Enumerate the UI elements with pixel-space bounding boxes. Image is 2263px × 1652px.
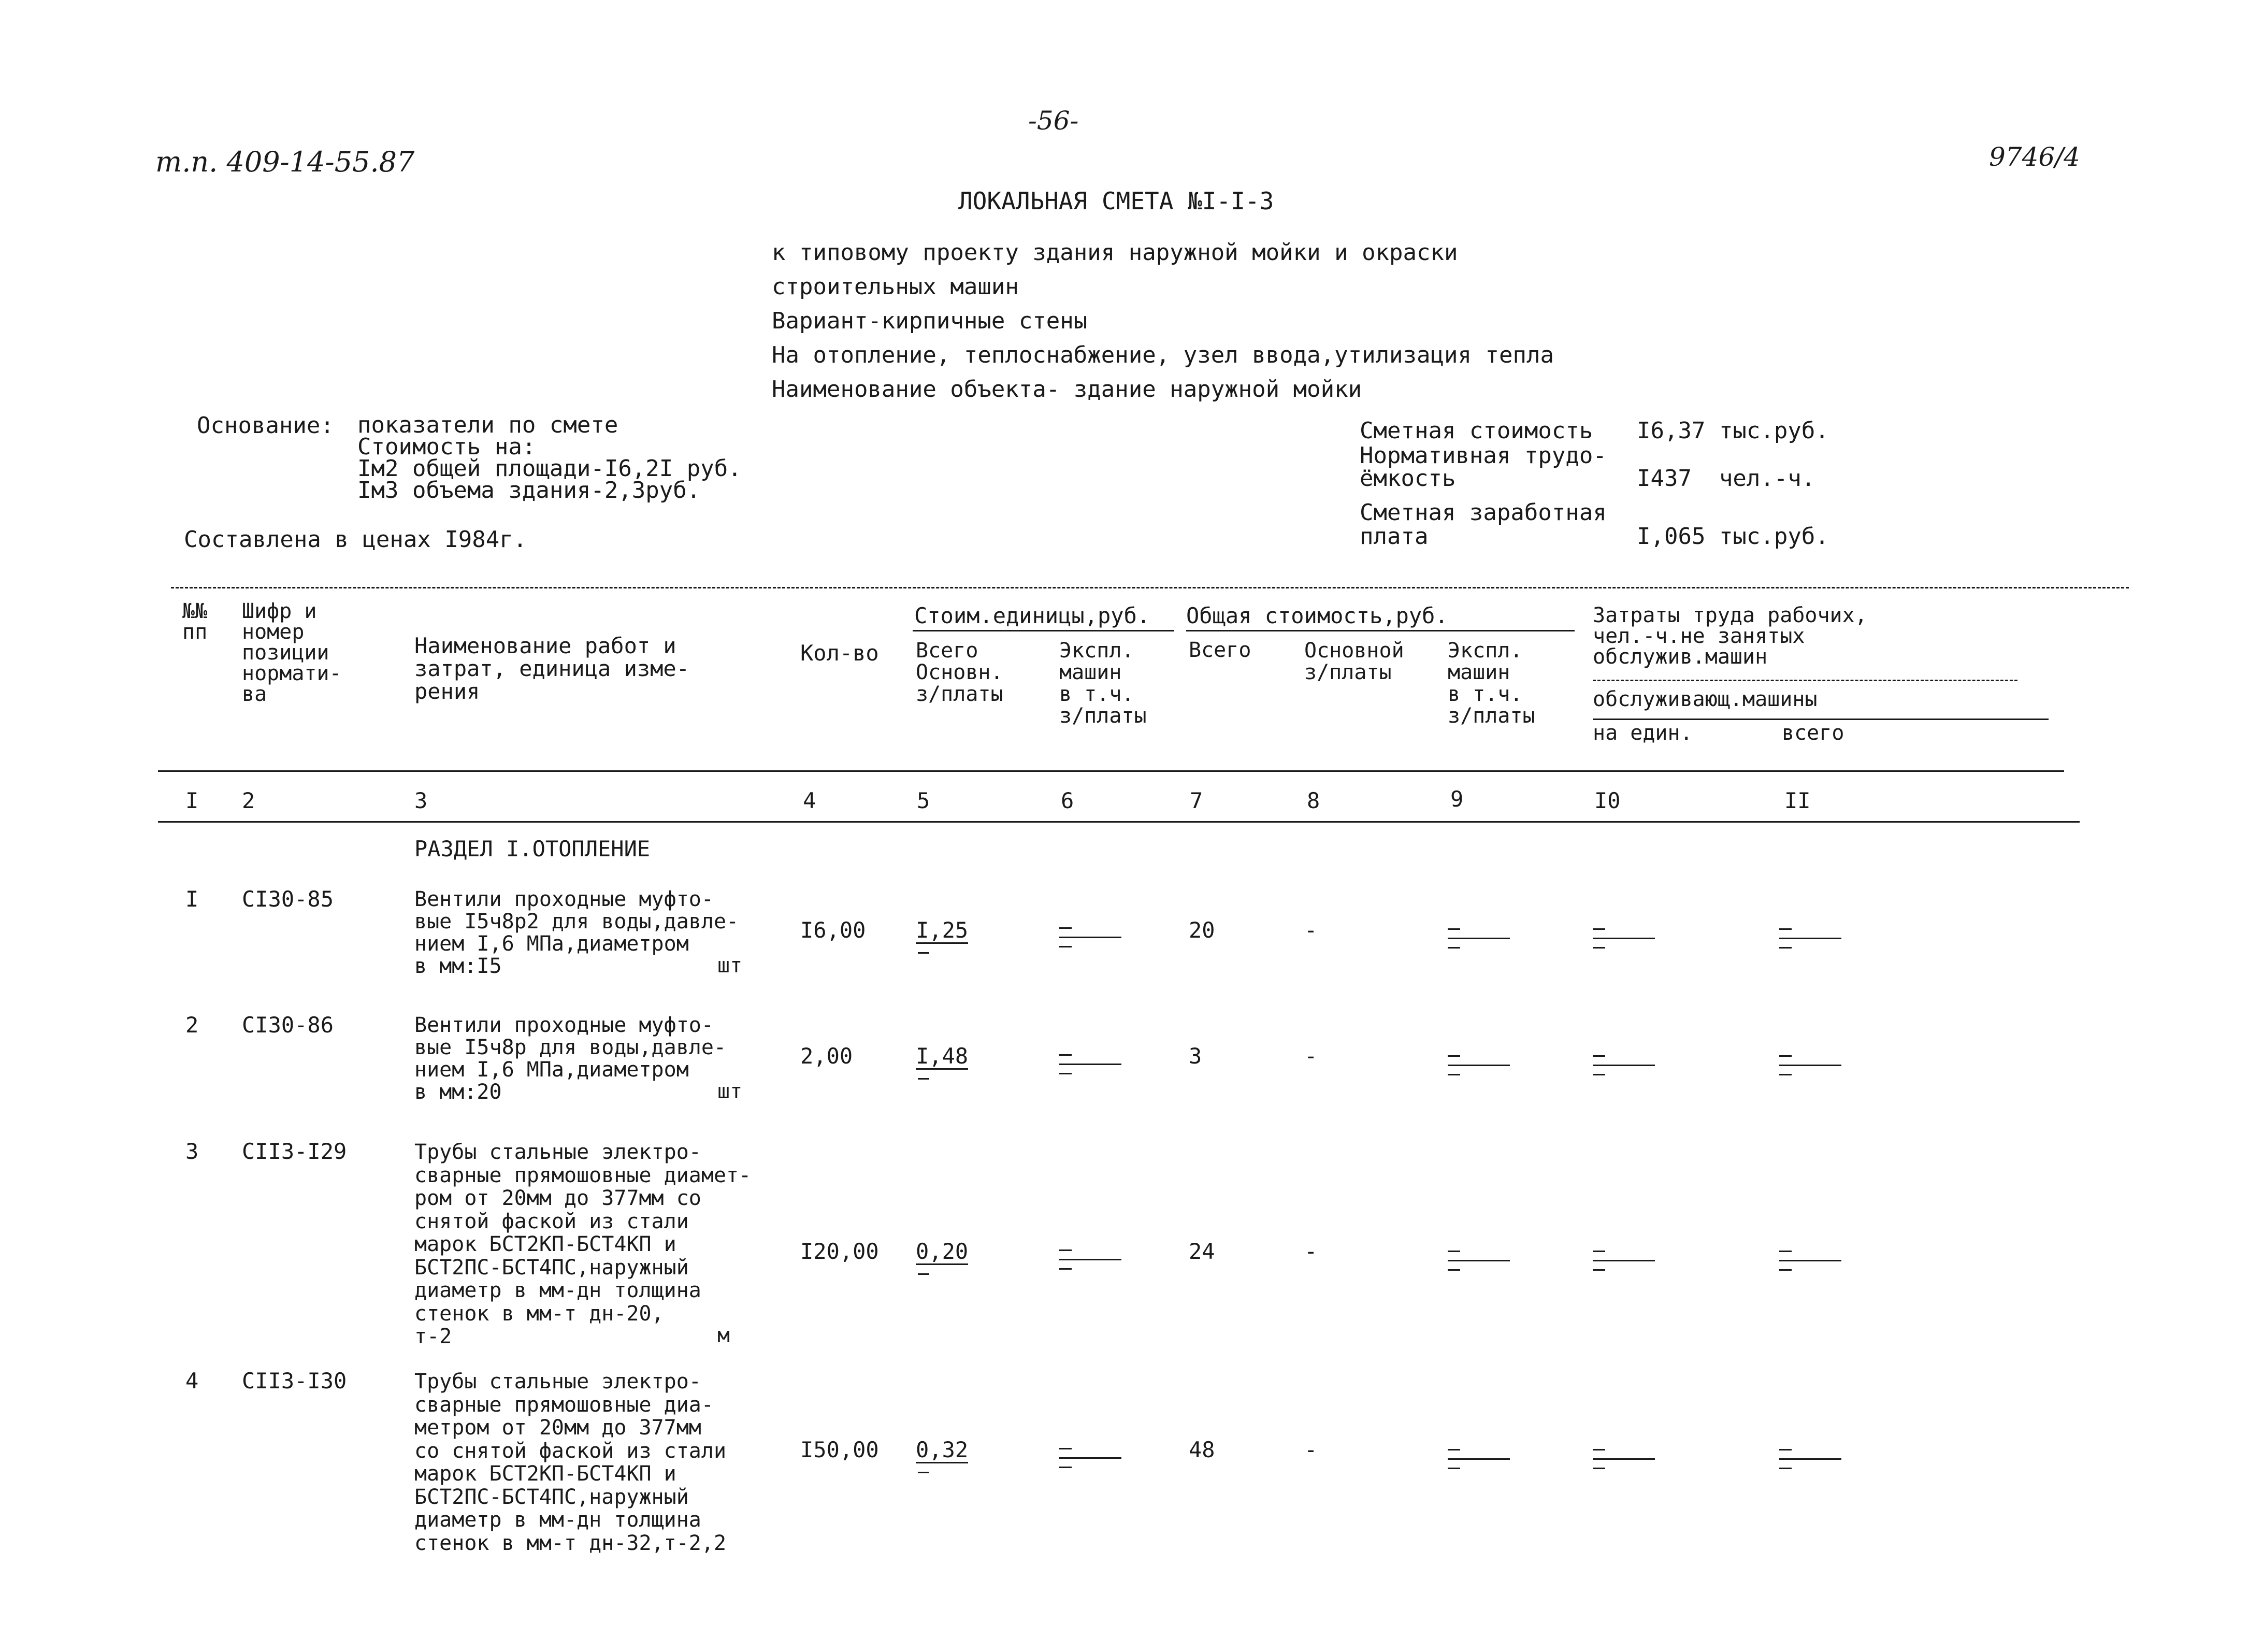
row-code: CII3-I29: [242, 1139, 347, 1164]
hdr-text: в т.ч.: [1448, 682, 1523, 706]
hdr-labor-sub: обслуживающ.машины: [1593, 687, 1818, 711]
empty-cell-mark: [1059, 1448, 1121, 1471]
basis-lines: [357, 412, 742, 504]
row-base-wage: -: [1304, 1043, 1318, 1069]
empty-dash: [918, 1078, 929, 1080]
col-number: 2: [242, 788, 255, 813]
summary-labor-label-2: ёмкость: [1360, 465, 1456, 492]
row-name-line: снятой фаской из стали: [414, 1209, 689, 1233]
hdr-text: Затраты труда рабочих,: [1593, 604, 1867, 627]
hdr-text: обслужив.машин: [1593, 645, 1768, 669]
empty-cell-mark: [1059, 927, 1121, 950]
title-line: Наименование объекта- здание наружной мойки: [772, 376, 1362, 403]
title-line: На отопление, теплоснабжение, узел ввода,утилизация тепла: [772, 342, 1554, 368]
row-code: CI30-85: [242, 886, 334, 912]
hdr-text: машин: [1448, 660, 1510, 684]
title-line: строительных машин: [772, 274, 1019, 300]
row-unit-cost: [916, 1241, 968, 1265]
row-base-wage: -: [1304, 917, 1318, 943]
empty-cell-mark: [1059, 1249, 1121, 1272]
hdr-text: в т.ч.: [1059, 682, 1134, 706]
row-name-line: в мм:20: [414, 1080, 502, 1104]
hdr-col-qty: Кол-во: [800, 640, 879, 666]
row-name-line: марок БСТ2КП-БСТ4КП и: [414, 1462, 676, 1486]
row-qty: I50,00: [800, 1437, 879, 1462]
empty-cell-mark: [1593, 1449, 1655, 1472]
hdr-group-unit-rule: [913, 630, 1174, 631]
hdr-text: Экспл.: [1059, 639, 1134, 663]
row-name: [414, 1014, 726, 1103]
row-name-line: стенок в мм-т дн-20,: [414, 1301, 664, 1326]
hdr-text: номер: [242, 620, 305, 644]
hdr-text: чел.-ч.не занятых: [1593, 624, 1805, 648]
col-number: I: [185, 788, 199, 813]
row-unit: шт: [717, 954, 743, 978]
col-number: 3: [414, 788, 428, 813]
summary-wage-value: I,065 тыс.руб.: [1637, 523, 1829, 550]
row-num: 2: [185, 1012, 199, 1038]
row-name-line: нием I,6 МПа,диаметром: [414, 1058, 689, 1082]
unit-cost-value: 0,32: [916, 1437, 969, 1462]
section-title: РАЗДЕЛ I.ОТОПЛЕНИЕ: [414, 836, 651, 861]
hdr-text: з/платы: [1448, 704, 1535, 728]
row-num: 4: [185, 1368, 199, 1394]
row-name-line: сварные прямошовные диамет-: [414, 1163, 752, 1187]
row-code: CII3-I30: [242, 1368, 347, 1394]
summary-cost-value: I6,37 тыс.руб.: [1637, 418, 1829, 444]
hdr-text: №№: [182, 599, 208, 623]
summary-wage-label-1: Сметная заработная: [1360, 499, 1607, 526]
row-name-line: диаметр в мм-дн толщина: [414, 1278, 701, 1302]
col-number: 8: [1307, 788, 1320, 813]
row-name-line: в мм:I5: [414, 954, 502, 978]
empty-cell-mark: [1059, 1054, 1121, 1077]
row-num: I: [185, 886, 199, 912]
hdr-col-unit-total: [916, 640, 1003, 705]
empty-cell-mark: [1448, 928, 1510, 951]
empty-dash: [918, 1273, 929, 1275]
col-number: 5: [917, 788, 930, 813]
hdr-col-num: [182, 601, 207, 642]
row-name: [414, 1141, 751, 1348]
row-name-line: т-2: [414, 1325, 452, 1348]
hdr-labor-rule-2: [1593, 719, 2049, 720]
hdr-group-unit-cost: Стоим.единицы,руб.: [914, 603, 1150, 628]
col-number: 6: [1061, 788, 1074, 813]
row-name-line: БСТ2ПС-БСТ4ПС,наружный: [414, 1255, 689, 1280]
row-total: 48: [1189, 1437, 1215, 1462]
row-name-line: Вентили проходные муфто-: [414, 887, 714, 911]
basis-label: Основание:: [197, 412, 334, 439]
basis-line: показатели по смете: [357, 412, 618, 438]
row-name-line: Трубы стальные электро-: [414, 1140, 701, 1164]
row-total: 20: [1189, 917, 1215, 943]
hdr-col-all: всего: [1782, 721, 1844, 745]
row-unit-cost: [916, 917, 969, 944]
empty-cell-mark: [1593, 1251, 1655, 1273]
row-name: [414, 888, 739, 978]
row-total: 3: [1189, 1043, 1202, 1069]
summary-labor-label-1: Нормативная трудо-: [1360, 442, 1607, 469]
table-top-rule: [171, 587, 2129, 588]
row-qty: 2,00: [800, 1043, 853, 1069]
row-unit: м: [717, 1324, 730, 1347]
hdr-col-name: [414, 635, 689, 703]
basis-line: Стоимость на:: [357, 434, 536, 460]
row-unit-cost: [916, 1045, 968, 1070]
empty-cell-mark: [1448, 1055, 1510, 1078]
doc-code-left: т.п. 409-14-55.87: [155, 146, 415, 178]
basis-line: Iм2 общей площади-I6,2I руб.: [357, 455, 742, 482]
col-number: II: [1784, 788, 1811, 813]
row-qty: I6,00: [800, 917, 866, 943]
hdr-text: затрат, единица изме-: [414, 656, 690, 681]
row-name-line: вые I5ч8р2 для воды,давле-: [414, 910, 739, 933]
prices-year: Составлена в ценах I984г.: [184, 526, 527, 553]
document-title: ЛОКАЛЬНАЯ СМЕТА №I-I-3: [958, 187, 1274, 215]
doc-code-right: 9746/4: [1989, 142, 2080, 172]
row-name: [414, 1370, 726, 1555]
row-unit-cost: [916, 1439, 968, 1463]
hdr-text: з/платы: [1304, 660, 1392, 684]
page-number: -56-: [1028, 106, 1079, 136]
hdr-text: Основной: [1304, 639, 1404, 663]
hdr-text: з/платы: [916, 682, 1003, 706]
hdr-col-unit-machines: [1059, 640, 1147, 727]
row-name-line: диаметр в мм-дн толщина: [414, 1508, 701, 1532]
summary-wage-label-2: плата: [1360, 523, 1429, 550]
empty-cell-mark: [1779, 1449, 1841, 1472]
hdr-group-total-cost: Общая стоимость,руб.: [1186, 603, 1448, 628]
row-name-line: БСТ2ПС-БСТ4ПС,наружный: [414, 1485, 689, 1509]
title-line: Вариант-кирпичные стены: [772, 308, 1088, 334]
row-name-line: нием I,6 МПа,диаметром: [414, 932, 689, 956]
col-number: I0: [1594, 788, 1621, 813]
empty-cell-mark: [1448, 1449, 1510, 1472]
unit-cost-value: I,48: [916, 1043, 969, 1069]
basis-line: Iм3 объема здания-2,3руб.: [357, 477, 701, 504]
col-numbers-top-rule: [158, 770, 2064, 772]
unit-cost-value: I,25: [916, 917, 969, 943]
title-line: к типовому проекту здания наружной мойки и окраски: [772, 239, 1458, 266]
row-name-line: Вентили проходные муфто-: [414, 1013, 714, 1037]
hdr-col-code: [242, 601, 342, 705]
empty-cell-mark: [1448, 1251, 1510, 1273]
hdr-text: Экспл.: [1448, 639, 1523, 663]
row-name-line: метром от 20мм до 377мм: [414, 1416, 701, 1440]
row-base-wage: -: [1304, 1239, 1318, 1264]
hdr-col-total-machines: [1448, 640, 1535, 727]
summary-cost-label: Сметная стоимость: [1360, 418, 1593, 444]
hdr-text: пп: [182, 620, 208, 644]
row-total: 24: [1189, 1239, 1215, 1264]
hdr-text: рения: [414, 679, 480, 704]
hdr-col-total: Всего: [1189, 638, 1251, 662]
hdr-group-labor: [1593, 605, 1867, 667]
row-num: 3: [185, 1139, 199, 1164]
empty-dash: [918, 1472, 929, 1473]
hdr-group-total-rule: [1186, 630, 1575, 631]
col-number: 7: [1190, 788, 1203, 813]
row-name-line: вые I5ч8р для воды,давле-: [414, 1036, 727, 1059]
col-numbers-bottom-rule: [158, 821, 2080, 823]
hdr-labor-rule-1: [1593, 680, 2017, 681]
row-code: CI30-86: [242, 1012, 334, 1038]
row-name-line: сварные прямошовные диа-: [414, 1392, 714, 1417]
row-qty: I20,00: [800, 1239, 879, 1264]
row-base-wage: -: [1304, 1437, 1318, 1462]
empty-cell-mark: [1593, 1055, 1655, 1078]
hdr-text: Всего: [916, 639, 978, 663]
title-lines: [772, 236, 1554, 407]
row-name-line: марок БСТ2КП-БСТ4КП и: [414, 1232, 676, 1256]
row-name-line: Трубы стальные электро-: [414, 1370, 701, 1394]
hdr-text: Наименование работ и: [414, 633, 676, 658]
empty-cell-mark: [1779, 1055, 1841, 1078]
empty-cell-mark: [1779, 928, 1841, 951]
hdr-text: машин: [1059, 660, 1122, 684]
col-number: 9: [1450, 786, 1464, 812]
row-unit: шт: [717, 1080, 743, 1103]
col-number: 4: [803, 788, 816, 813]
hdr-text: нормати-: [242, 662, 342, 685]
row-name-line: со снятой фаской из стали: [414, 1439, 727, 1463]
row-name-line: ром от 20мм до 377мм со: [414, 1186, 701, 1210]
summary-labor-value: I437 чел.-ч.: [1637, 465, 1815, 492]
empty-cell-mark: [1779, 1251, 1841, 1273]
hdr-text: з/платы: [1059, 704, 1147, 728]
row-name-line: стенок в мм-т дн-32,т-2,2: [414, 1531, 727, 1555]
hdr-text: Основн.: [916, 660, 1003, 684]
hdr-text: Шифр и: [242, 599, 317, 623]
hdr-col-per-unit: на един.: [1593, 721, 1693, 745]
empty-cell-mark: [1593, 928, 1655, 951]
hdr-text: ва: [242, 682, 267, 706]
hdr-col-base-wage: [1304, 640, 1404, 683]
hdr-text: позиции: [242, 641, 329, 665]
unit-cost-value: 0,20: [916, 1239, 969, 1264]
empty-dash: [918, 952, 929, 954]
